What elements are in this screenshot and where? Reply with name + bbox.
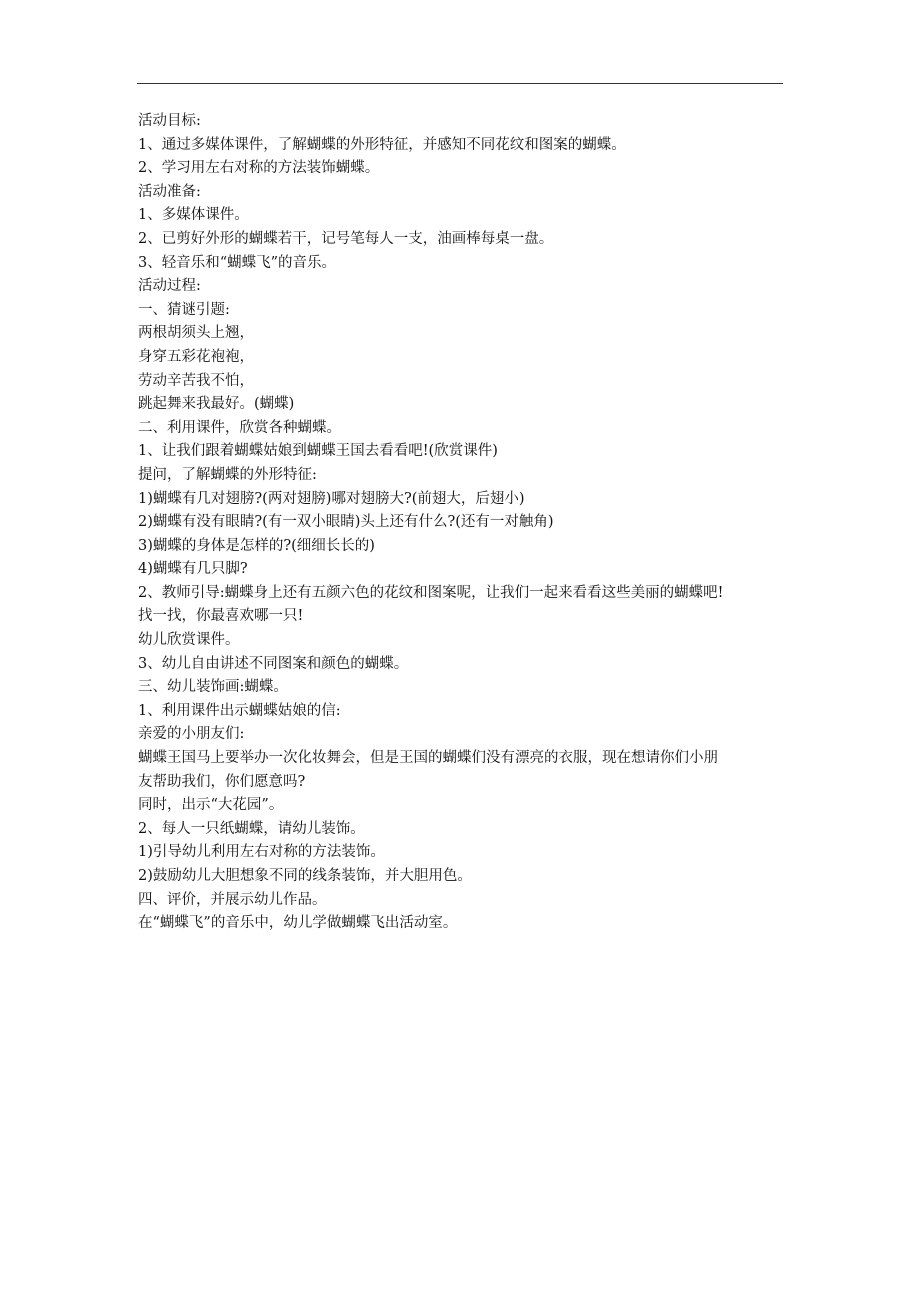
text-line: 1)蝴蝶有几对翅膀?(两对翅膀)哪对翅膀大?(前翅大，后翅小): [138, 490, 525, 507]
text-line: 3、幼儿自由讲述不同图案和颜色的蝴蝶。: [138, 655, 409, 672]
text-line: 四、评价，并展示幼儿作品。: [138, 891, 327, 908]
text-line: 在“蝴蝶飞”的音乐中，幼儿学做蝴蝶飞出活动室。: [138, 915, 458, 932]
text-line: 一、猜谜引题:: [138, 301, 230, 318]
letter-body-line: 蝴蝶王国马上要举办一次化妆舞会，但是王国的蝴蝶们没有漂亮的衣服，现在想请你们小朋: [138, 750, 718, 767]
section-heading-goals: 活动目标:: [138, 113, 201, 129]
riddle-line: 跳起舞来我最好。(蝴蝶): [138, 396, 295, 413]
section-heading-process: 活动过程:: [138, 278, 201, 295]
text-line: 1、让我们跟着蝴蝶姑娘到蝴蝶王国去看看吧!(欣赏课件): [138, 443, 498, 460]
text-line: 提问，了解蝴蝶的外形特征:: [138, 466, 317, 483]
header-rule: [137, 83, 783, 84]
text-line: 同时，出示“大花园”。: [138, 797, 284, 814]
text-line: 4)蝴蝶有几只脚?: [138, 561, 248, 578]
text-line: 3)蝴蝶的身体是怎样的?(细细长长的): [138, 537, 375, 554]
text-line: 2、教师引导:蝴蝶身上还有五颜六色的花纹和图案呢，让我们一起来看看这些美丽的蝴蝶吧!: [138, 584, 724, 601]
text-line: 2、每人一只纸蝴蝶，请幼儿装饰。: [138, 820, 365, 837]
riddle-line: 劳动辛苦我不怕，: [138, 372, 254, 389]
text-line: 2、已剪好外形的蝴蝶若干，记号笔每人一支，油画棒每桌一盘。: [138, 230, 554, 247]
text-line: 1)引导幼儿利用左右对称的方法装饰。: [138, 844, 385, 861]
letter-salutation: 亲爱的小朋友们:: [138, 726, 245, 743]
text-line: 2、学习用左右对称的方法装饰蝴蝶。: [138, 160, 380, 177]
text-line: 1、多媒体课件。: [138, 207, 249, 224]
text-line: 幼儿欣赏课件。: [138, 632, 240, 649]
text-line: 2)蝴蝶有没有眼睛?(有一双小眼睛)头上还有什么?(还有一对触角): [138, 514, 554, 531]
text-line: 二、利用课件，欣赏各种蝴蝶。: [138, 419, 341, 436]
text-line: 1、通过多媒体课件，了解蝴蝶的外形特征，并感知不同花纹和图案的蝴蝶。: [138, 136, 626, 153]
riddle-line: 身穿五彩花袍袍，: [138, 348, 254, 365]
text-line: 2)鼓励幼儿大胆想象不同的线条装饰，并大胆用色。: [138, 868, 472, 884]
letter-body-line: 友帮助我们，你们愿意吗?: [138, 773, 306, 790]
text-line: 找一找，你最喜欢哪一只!: [138, 608, 304, 625]
riddle-line: 两根胡须头上翘，: [138, 325, 254, 342]
document-body: [138, 110, 788, 936]
text-line: 3、轻音乐和“蝴蝶飞”的音乐。: [138, 254, 337, 271]
section-heading-preparation: 活动准备:: [138, 183, 201, 200]
text-line: 1、利用课件出示蝴蝶姑娘的信:: [138, 702, 341, 719]
text-line: 三、幼儿装饰画:蝴蝶。: [138, 679, 288, 696]
